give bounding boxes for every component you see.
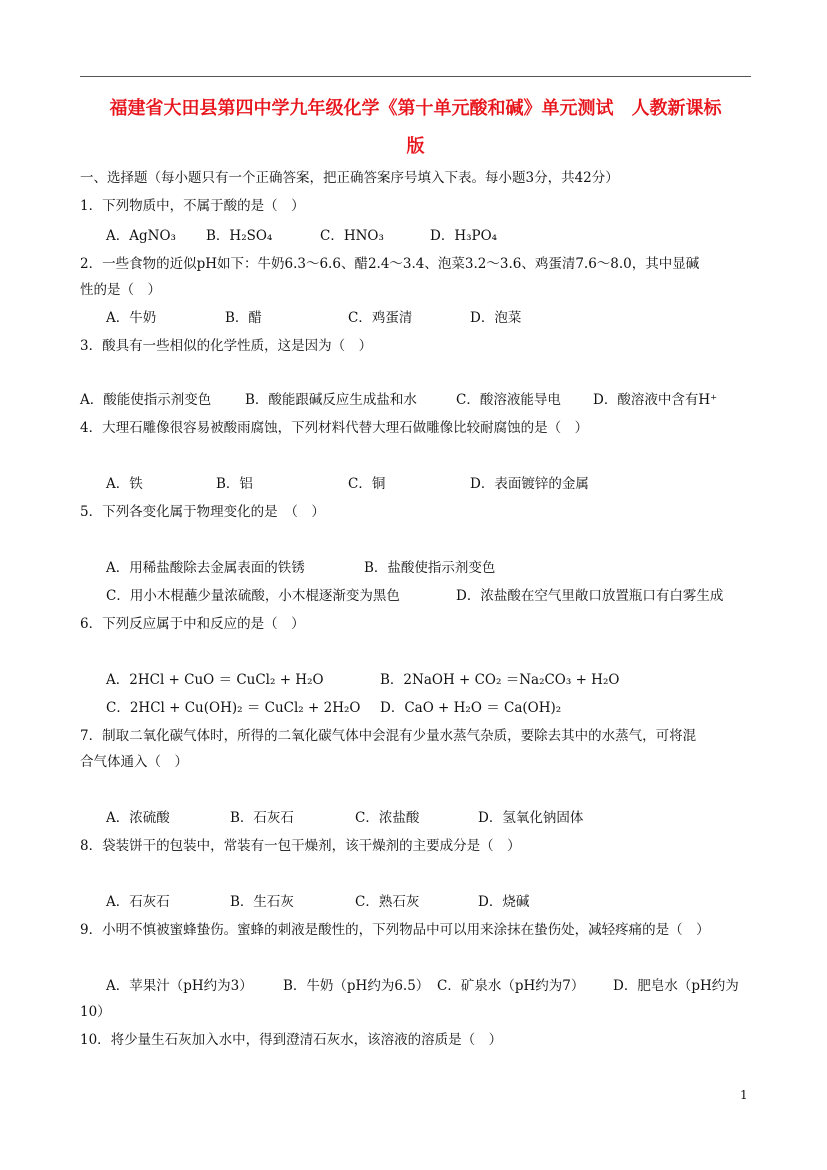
question-7-stem-cont: 合气体通入（ ）: [80, 754, 188, 770]
question-8-option-d: D．烧碱: [478, 894, 530, 910]
question-9-option-d-cont: 10）: [80, 1004, 111, 1020]
question-5-option-b: B．盐酸使指示剂变色: [364, 560, 496, 576]
question-8-option-c: C．熟石灰: [355, 894, 420, 910]
question-1-option-a: A．AgNO₃: [106, 228, 176, 244]
section-heading: 一、选择题（每小题只有一个正确答案，把正确答案序号填入下表。每小题3分，共42分）: [80, 170, 619, 186]
question-10-stem: 10．将少量生石灰加入水中，得到澄清石灰水，该溶液的溶质是（ ）: [80, 1032, 503, 1048]
document-title: [80, 90, 751, 166]
question-3-option-c: C．酸溶液能导电: [456, 392, 561, 408]
page-number: 1: [740, 1088, 748, 1102]
question-7-option-d: D．氢氧化钠固体: [478, 810, 584, 826]
question-1-option-c: C．HNO₃: [320, 228, 384, 244]
question-9-option-c: C．矿泉水（pH约为7）: [437, 978, 585, 994]
question-9-stem: 9．小明不慎被蜜蜂蛰伤。蜜蜂的刺液是酸性的，下列物品中可以用来涂抹在蛰伤处，减轻疼痛的是（ ）: [80, 922, 710, 938]
question-1-option-b: B．H₂SO₄: [206, 228, 273, 244]
question-1-option-d: D．H₃PO₄: [430, 228, 498, 244]
question-8-option-b: B．生石灰: [230, 894, 294, 910]
question-5-stem: 5．下列各变化属于物理变化的是 （ ）: [80, 504, 325, 520]
question-3-stem: 3．酸具有一些相似的化学性质，这是因为（ ）: [80, 338, 373, 354]
question-6-option-d: D．CaO + H₂O ＝ Ca(OH)₂: [380, 700, 562, 716]
question-2-option-a: A．牛奶: [106, 310, 157, 326]
question-6-stem: 6．下列反应属于中和反应的是（ ）: [80, 616, 305, 632]
question-3-option-b: B．酸能跟碱反应生成盐和水: [245, 392, 417, 408]
question-2-stem-cont: 性的是（ ）: [80, 282, 161, 298]
question-6-option-b: B．2NaOH + CO₂ ＝Na₂CO₃ + H₂O: [380, 672, 620, 688]
question-1-stem: 1．下列物质中，不属于酸的是（ ）: [80, 198, 305, 214]
question-4-option-d: D．表面镀锌的金属: [470, 476, 589, 492]
question-9-option-b: B．牛奶（pH约为6.5）: [283, 978, 430, 994]
question-8-stem: 8．袋装饼干的包装中，常装有一包干燥剂，该干燥剂的主要成分是（ ）: [80, 838, 521, 854]
question-3-option-d: D．酸溶液中含有H⁺: [593, 392, 718, 408]
question-9-option-d: D．肥皂水（pH约为: [613, 978, 739, 994]
question-2-option-b: B．醋: [225, 310, 262, 326]
question-2-stem: 2．一些食物的近似pH如下：牛奶6.3～6.6、醋2.4～3.4、泡菜3.2～3.6、鸡蛋清7.6～8.0，其中显碱: [80, 256, 700, 272]
question-3-option-a: A．酸能使指示剂变色: [80, 392, 212, 408]
question-4-stem: 4．大理石雕像很容易被酸雨腐蚀，下列材料代替大理石做雕像比较耐腐蚀的是（ ）: [80, 420, 589, 436]
question-7-stem: 7．制取二氧化碳气体时，所得的二氧化碳气体中会混有少量水蒸气杂质，要除去其中的水蒸气，可将混: [80, 728, 697, 744]
question-5-option-d: D．浓盐酸在空气里敞口放置瓶口有白雾生成: [456, 588, 724, 604]
question-4-option-c: C．铜: [348, 476, 386, 492]
header-rule: [80, 76, 751, 77]
question-6-option-a: A．2HCl + CuO ＝ CuCl₂ + H₂O: [106, 672, 324, 688]
title-line-1: 福建省大田县第四中学九年级化学《第十单元酸和碱》单元测试 人教新课标: [109, 98, 722, 119]
question-7-option-a: A．浓硫酸: [106, 810, 170, 826]
question-5-option-c: C．用小木棍蘸少量浓硫酸，小木棍逐渐变为黑色: [106, 588, 400, 604]
question-2-option-c: C．鸡蛋清: [348, 310, 413, 326]
question-8-option-a: A．石灰石: [106, 894, 170, 910]
title-line-2: 版: [406, 136, 425, 157]
question-7-option-b: B．石灰石: [230, 810, 294, 826]
question-6-option-c: C．2HCl + Cu(OH)₂ ＝ CuCl₂ + 2H₂O: [106, 700, 361, 716]
question-5-option-a: A．用稀盐酸除去金属表面的铁锈: [106, 560, 305, 576]
question-4-option-b: B．铝: [216, 476, 253, 492]
question-4-option-a: A．铁: [106, 476, 143, 492]
question-2-option-d: D．泡菜: [470, 310, 522, 326]
question-9-option-a: A．苹果汁（pH约为3）: [106, 978, 253, 994]
question-7-option-c: C．浓盐酸: [355, 810, 420, 826]
